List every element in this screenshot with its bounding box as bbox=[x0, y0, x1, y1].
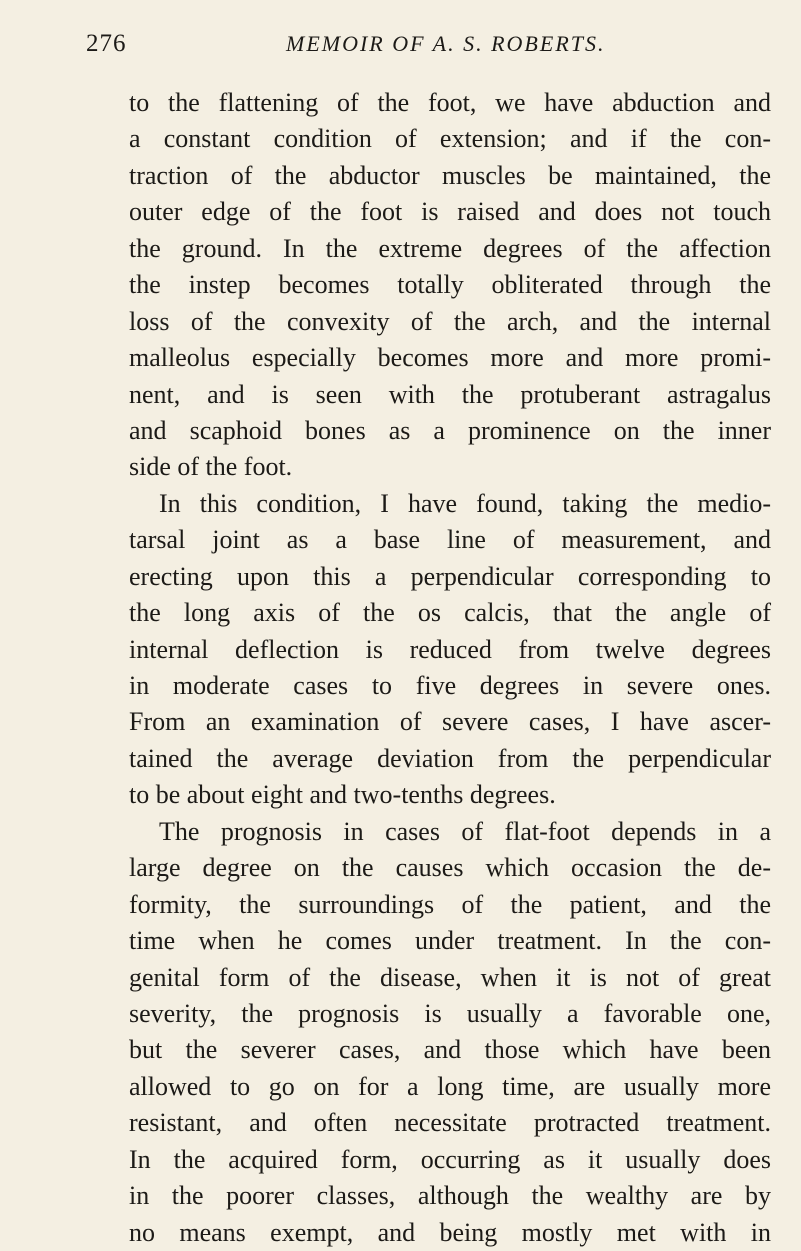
text-line: erecting upon this a perpendicular corresponding to bbox=[129, 561, 771, 591]
text-line: in moderate cases to five degrees in severe ones. bbox=[129, 671, 771, 700]
text-line: The prognosis in cases of flat-foot depends in a bbox=[159, 816, 771, 846]
text-line: resistant, and often necessitate protracted treatment. bbox=[129, 1108, 771, 1138]
text-line: to the flattening of the foot, we have abduction and bbox=[129, 88, 771, 117]
text-line: but the severer cases, and those which have been bbox=[129, 1035, 771, 1065]
text-line: the instep becomes totally obliterated through the bbox=[129, 270, 771, 300]
body-text bbox=[129, 85, 771, 1251]
text-line: traction of the abductor muscles be maintained, the bbox=[129, 160, 771, 190]
text-line: tarsal joint as a base line of measurement, and bbox=[129, 525, 771, 555]
text-line: in the poorer classes, although the wealthy are by bbox=[129, 1181, 771, 1211]
text-line: the long axis of the os calcis, that the angle of bbox=[129, 598, 771, 628]
text-line: no means exempt, and being mostly met with in bbox=[129, 1217, 771, 1247]
text-line: malleolus especially becomes more and more promi- bbox=[129, 343, 771, 373]
text-line: internal deflection is reduced from twelve degrees bbox=[129, 634, 771, 664]
text-line: tained the average deviation from the perpendicular bbox=[129, 743, 771, 773]
text-line: time when he comes under treatment. In the con- bbox=[129, 926, 771, 956]
text-line: the ground. In the extreme degrees of the affection bbox=[129, 233, 771, 263]
text-line: allowed to go on for a long time, are usually more bbox=[129, 1071, 771, 1101]
running-head bbox=[86, 30, 776, 64]
text-line: In the acquired form, occurring as it usually does bbox=[129, 1144, 771, 1174]
text-line: severity, the prognosis is usually a favorable one, bbox=[129, 998, 771, 1028]
text-line: loss of the convexity of the arch, and the internal bbox=[129, 306, 771, 336]
text-line: and scaphoid bones as a prominence on the inner bbox=[129, 415, 771, 445]
text-line: nent, and is seen with the protuberant astragalus bbox=[129, 379, 771, 409]
page-number: 276 bbox=[86, 30, 127, 57]
text-line: formity, the surroundings of the patient, and the bbox=[129, 889, 771, 919]
text-line: From an examination of severe cases, I have ascer- bbox=[129, 707, 771, 737]
text-line: a constant condition of extension; and if the con- bbox=[129, 124, 771, 154]
text-line: large degree on the causes which occasion the de- bbox=[129, 853, 771, 883]
running-title: MEMOIR OF A. S. ROBERTS. bbox=[286, 31, 606, 56]
text-line: to be about eight and two-tenths degrees. bbox=[129, 780, 556, 810]
text-line: genital form of the disease, when it is not of great bbox=[129, 962, 771, 992]
text-line: In this condition, I have found, taking the medio- bbox=[159, 488, 771, 518]
text-line: outer edge of the foot is raised and does not touch bbox=[129, 197, 771, 227]
text-line: side of the foot. bbox=[129, 452, 293, 482]
